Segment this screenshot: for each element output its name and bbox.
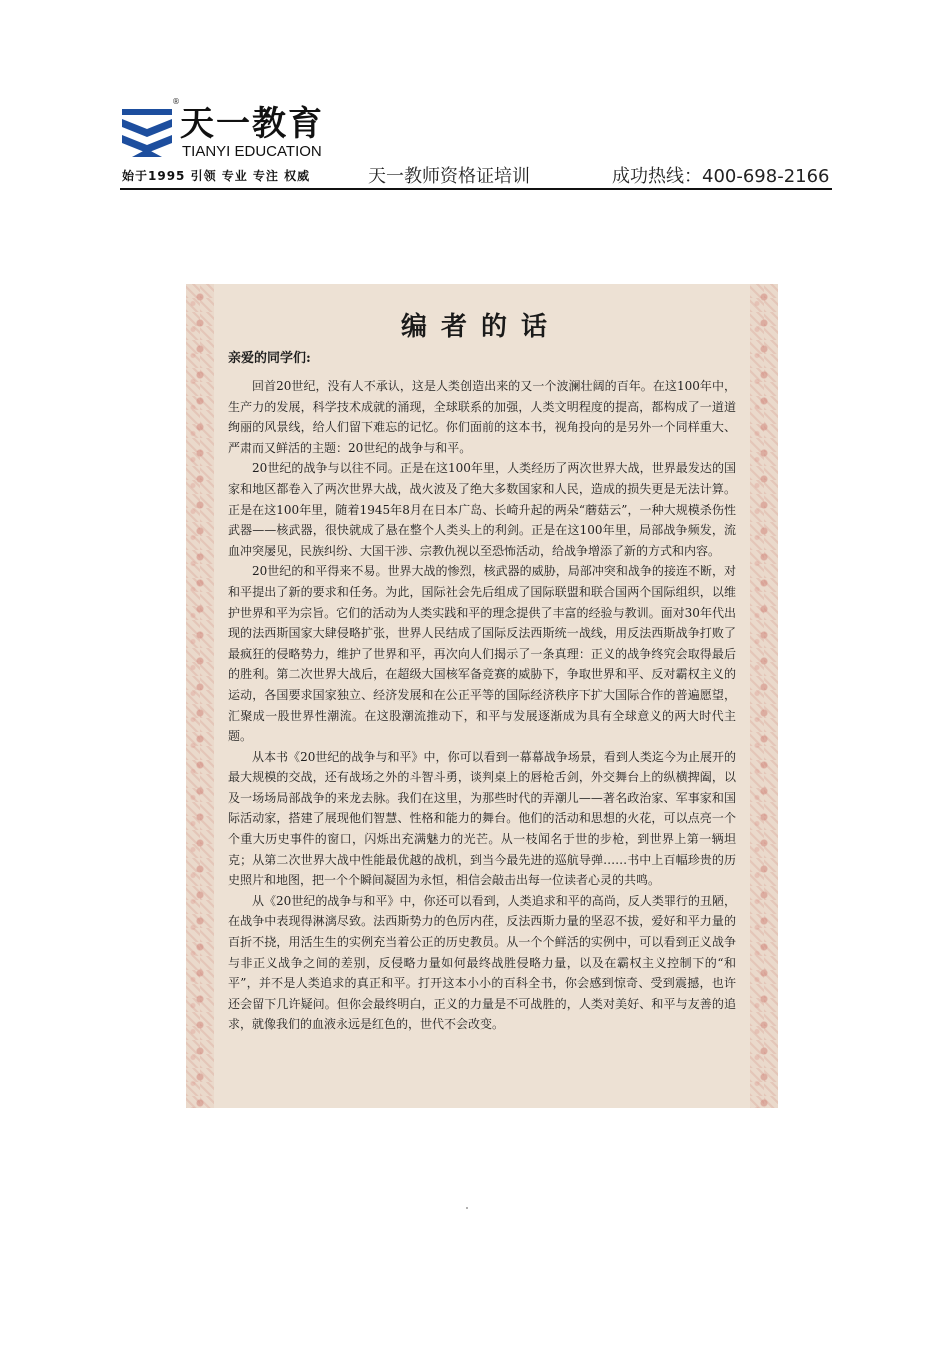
- decorative-border-left: [186, 284, 214, 1108]
- decorative-border-right: [750, 284, 778, 1108]
- logo-english-name: TIANYI EDUCATION: [182, 143, 322, 160]
- logo-chinese-name: 天一教育: [180, 104, 324, 144]
- header-subtitle: 天一教师资格证培训: [368, 166, 530, 187]
- paragraph: 20世纪的战争与以往不同。正是在这100年里，人类经历了两次世界大战，世界最发达的国家和地区都卷入了两次世界大战，战火波及了绝大多数国家和人民，造成的损失更是无法计算。正是在这100年里，随着1945年8月在日本广岛、长崎升起的两朵“蘑菇云”，一种大规模杀伤性武器——核武器，很快就成了悬在整个人类头上的利剑。正是在这100年里，局部战争频发，流血冲突屡见，民族纠纷、大国干涉、宗教仇视以至恐怖活动，给战争增添了新的方式和内容。: [228, 461, 736, 558]
- paragraph: 从本书《20世纪的战争与和平》中，你可以看到一幕幕战争场景，看到人类迄今为止展开的最大规模的交战，还有战场之外的斗智斗勇，谈判桌上的唇枪舌剑，外交舞台上的纵横捭阖，以及一场场局部战争的来龙去脉。我们在这里，为那些时代的弄潮儿——著名政治家、军事家和国际活动家，搭建了展现他们智慧、性格和能力的舞台。他们的活动和思想的火花，可以点亮一个个重大历史事件的窗口，闪烁出充满魅力的光芒。从一枝闻名于世的步枪，到世界上第一辆坦克；从第二次世界大战中性能最优越的战机，到当今最先进的巡航导弹……书中上百幅珍贵的历史照片和地图，把一个个瞬间凝固为永恒，相信会敲击出每一位读者心灵的共鸣。: [228, 749, 736, 888]
- paragraph: 回首20世纪，没有人不承认，这是人类创造出来的又一个波澜壮阔的百年。在这100年中，生产力的发展，科学技术成就的涌现，全球联系的加强，人类文明程度的提高，都构成了一道道绚丽的风景线，给人们留下难忘的记忆。你们面前的这本书，视角投向的是另外一个同样重大、严肃而又鲜活的主题：20世纪的战争与和平。: [228, 379, 736, 455]
- paragraph: 从《20世纪的战争与和平》中，你还可以看到，人类追求和平的高尚，反人类罪行的丑陋，在战争中表现得淋漓尽致。法西斯势力的色厉内荏，反法西斯力量的坚忍不拔，爱好和平力量的百折不挠，用活生生的实例充当着公正的历史教员。从一个个鲜活的实例中，可以看到正义战争与非正义战争之间的差别，反侵略力量如何最终战胜侵略力量，以及在霸权主义控制下的“和平”，并不是人类追求的真正和平。打开这本小小的百科全书，你会感到惊奇、受到震撼，也许还会留下几许疑问。但你会最终明白，正义的力量是不可战胜的，人类对美好、和平与友善的追求，就像我们的血液永远是红色的，世代不会改变。: [228, 893, 736, 1032]
- header-divider: [120, 188, 832, 190]
- scanned-page: [186, 284, 778, 1108]
- footer-dot: [466, 1207, 468, 1209]
- salutation: 亲爱的同学们:: [228, 351, 311, 366]
- document-title: 编者的话: [400, 312, 561, 342]
- page-header: [120, 95, 832, 191]
- body-text: [228, 376, 736, 1035]
- logo-slogan: 始于1995 引领 专业 专注 权威: [122, 169, 311, 183]
- paragraph: 20世纪的和平得来不易。世界大战的惨烈，核武器的威胁，局部冲突和战争的接连不断，对和平提出了新的要求和任务。为此，国际社会先后组成了国际联盟和联合国两个国际组织，以维护世界和平为宗旨。它们的活动为人类实践和平的理念提供了丰富的经验与教训。面对30年代出现的法西斯国家大肆侵略扩张，世界人民结成了国际反法西斯统一战线，用反法西斯战争打败了最疯狂的侵略势力，维护了世界和平，再次向人们揭示了一条真理：正义的战争终究会取得最后的胜利。第二次世界大战后，在超级大国核军备竞赛的威胁下，争取世界和平、反对霸权主义的运动，各国要求国家独立、经济发展和在公正平等的国际经济秩序下扩大国际合作的普遍愿望，汇聚成一股世界性潮流。在这股潮流推动下，和平与发展逐渐成为具有全球意义的两大时代主题。: [228, 564, 736, 744]
- page-content: [226, 284, 736, 1108]
- tianyi-logo-icon: [122, 105, 172, 159]
- registered-mark: ®: [172, 97, 180, 106]
- header-hotline: 成功热线：400-698-2166: [612, 166, 830, 187]
